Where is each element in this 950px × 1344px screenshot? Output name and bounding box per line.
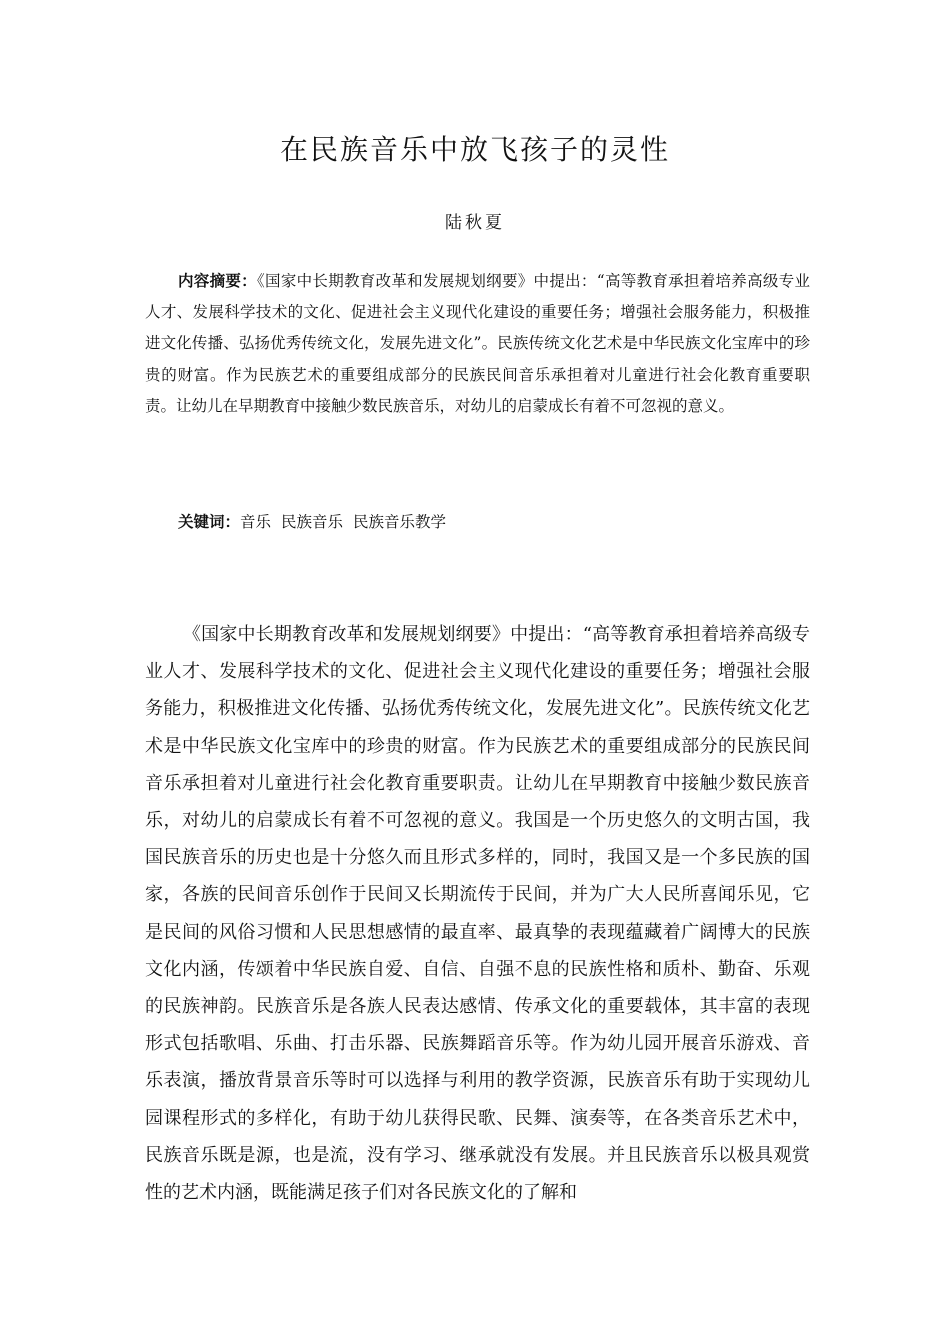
- keyword-item: 民族音乐: [281, 513, 344, 531]
- document-title: 在民族音乐中放飞孩子的灵性: [279, 133, 670, 166]
- keyword-item: 音乐: [240, 513, 272, 531]
- body-paragraph: 《国家中长期教育改革和发展规划纲要》中提出：“高等教育承担着培养高级专业人才、发展科学技术的文化、促进社会主义现代化建设的重要任务；增强社会服务能力，积极推进文化传播、弘扬优秀传统文化，发展先进文化”。民族传统文化艺术是中华民族文化宝库中的珍贵的财富。作为民族艺术的重要组成部分的民族民间音乐承担着对儿童进行社会化教育重要职责。让幼儿在早期教育中接触少数民族音乐，对幼儿的启蒙成长有着不可忽视的意义。我国是一个历史悠久的文明古国，我国民族音乐的历史也是十分悠久而且形式多样的，同时，我国又是一个多民族的国家，各族的民间音乐创作于民间又长期流传于民间，并为广大人民所喜闻乐见，它是民间的风俗习惯和人民思想感情的最直率、最真挚的表现蕴藏着广阔博大的民族文化内涵，传颂着中华民族自爱、自信、自强不息的民族性格和质朴、勤奋、乐观的民族神韵。民族音乐是各族人民表达感情、传承文化的重要载体，其丰富的表现形式包括歌唱、乐曲、打击乐器、民族舞蹈音乐等。作为幼儿园开展音乐游戏、音乐表演，播放背景音乐等时可以选择与利用的教学资源，民族音乐有助于实现幼儿园课程形式的多样化，有助于幼儿获得民歌、民舞、演奏等，在各类音乐艺术中，民族音乐既是源，也是流，没有学习、继承就没有发展。并且民族音乐以极具观赏性的艺术内涵，既能满足孩子们对各民族文化的了解和: [145, 624, 810, 1204]
- keywords-label: 关键词：: [178, 513, 241, 531]
- author-name: 陆秋夏: [445, 213, 505, 233]
- abstract-label: 内容摘要：: [178, 272, 257, 290]
- keywords-line: [178, 508, 818, 536]
- abstract-paragraph: [145, 266, 810, 422]
- abstract-text: 《国家中长期教育改革和发展规划纲要》中提出：“高等教育承担着培养高级专业人才、发展科学技术的文化、促进社会主义现代化建设的重要任务；增强社会服务能力，积极推进文化传播、弘扬优秀传统文化，发展先进文化”。民族传统文化艺术是中华民族文化宝库中的珍贵的财富。作为民族艺术的重要组成部分的民族民间音乐承担着对儿童进行社会化教育重要职责。让幼儿在早期教育中接触少数民族音乐，对幼儿的启蒙成长有着不可忽视的意义。: [145, 272, 810, 415]
- keyword-item: 民族音乐教学: [353, 513, 447, 531]
